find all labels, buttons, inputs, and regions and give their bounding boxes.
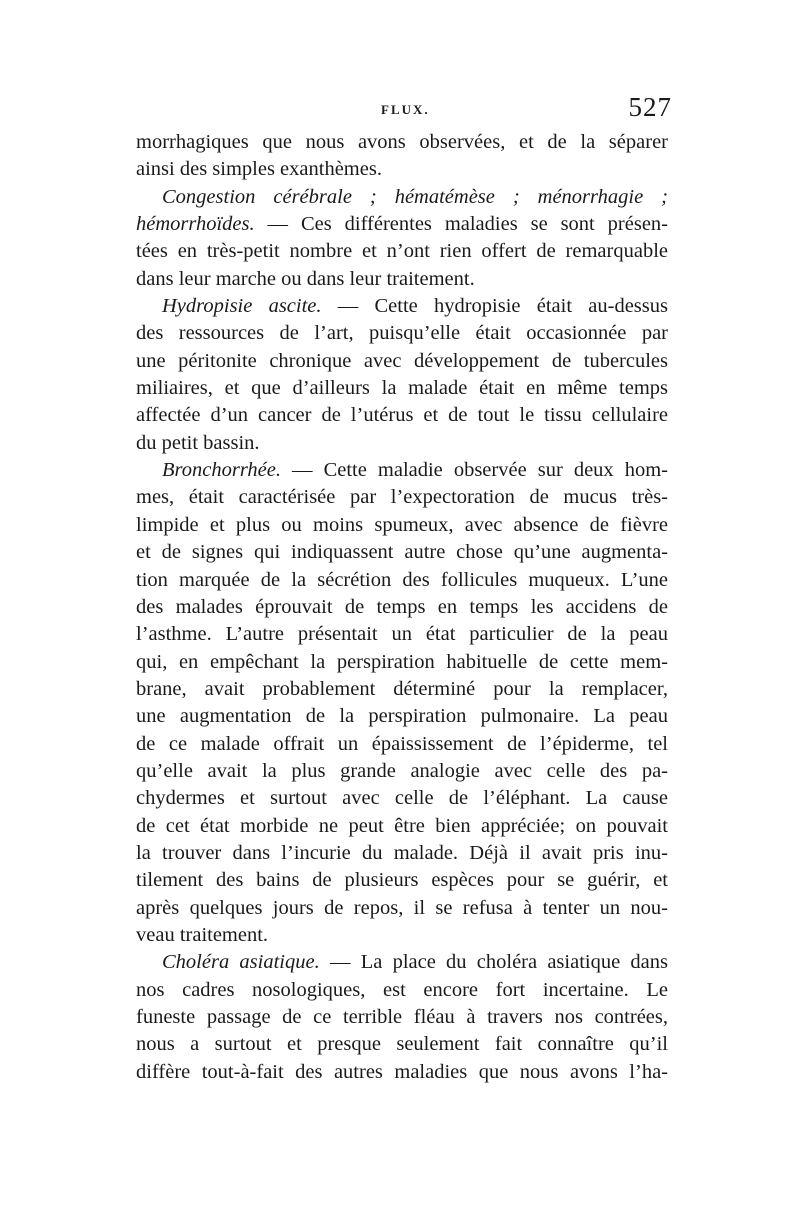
line-text: diffère tout-à-fait des autres maladies que nous avons l’ha- [136, 1060, 668, 1083]
paragraph [136, 129, 668, 184]
text-line [136, 211, 668, 238]
page-number: 527 [628, 92, 672, 122]
text-line [136, 895, 668, 922]
text-line [136, 949, 668, 976]
line-text: — La place du choléra asiatique dans [319, 951, 669, 974]
text-line [136, 430, 668, 457]
line-text: tées en très-petit nombre et n’ont rien offert de remarquable [136, 240, 668, 263]
line-text: l’asthme. L’autre présentait un état particulier de la peau [136, 623, 668, 646]
text-line [136, 539, 668, 566]
line-text: qui, en empêchant la perspiration habituelle de cette mem- [136, 650, 668, 673]
section-heading: Choléra asiatique. [162, 951, 320, 974]
line-text: après quelques jours de repos, il se refusa à tenter un nou- [136, 896, 668, 919]
text-line [136, 594, 668, 621]
body-text [136, 129, 668, 1086]
line-text: qu’elle avait la plus grande analogie avec celle des pa- [136, 759, 668, 782]
text-line [136, 676, 668, 703]
text-line [136, 922, 668, 949]
line-text: — Cette maladie observée sur deux hom- [281, 459, 668, 482]
text-line [136, 1031, 668, 1058]
text-line [136, 348, 668, 375]
line-text: morrhagiques que nous avons observées, et de la séparer [136, 131, 668, 153]
text-line [136, 785, 668, 812]
text-line [136, 758, 668, 785]
section-heading: Congestion cérébrale ; hématémèse ; ménorrhagie ; [162, 185, 668, 208]
line-text: tilement des bains de plusieurs espèces pour se guérir, et [136, 869, 668, 892]
text-line [136, 184, 668, 211]
text-line [136, 703, 668, 730]
text-line [136, 1004, 668, 1031]
paragraph [136, 949, 668, 1086]
line-text: nous a surtout et presque seulement fait connaître qu’il [136, 1033, 668, 1056]
line-text: la trouver dans l’incurie du malade. Déjà il avait pris inu- [136, 841, 668, 864]
text-line [136, 567, 668, 594]
text-line [136, 621, 668, 648]
text-line [136, 867, 668, 894]
line-text: une augmentation de la perspiration pulmonaire. La peau [136, 705, 668, 728]
line-text: — Cette hydropisie était au-dessus [321, 295, 668, 318]
line-text: mes, était caractérisée par l’expectoration de mucus très- [136, 486, 668, 509]
line-text: et de signes qui indiquassent autre chose qu’une augmenta- [136, 541, 668, 564]
section-heading: hémorrhoïdes. [136, 213, 255, 236]
line-text: nos cadres nosologiques, est encore fort incertaine. Le [136, 978, 668, 1001]
text-line [136, 375, 668, 402]
line-text: miliaires, et que d’ailleurs la malade était en même temps [136, 377, 668, 400]
line-text: de cet état morbide ne peut être bien appréciée; on pouvait [136, 814, 668, 837]
section-heading: Hydropisie ascite. [162, 295, 322, 318]
text-line [136, 484, 668, 511]
text-line [136, 731, 668, 758]
line-text: des ressources de l’art, puisqu’elle était occasionnée par [136, 322, 668, 345]
text-line [136, 266, 668, 293]
text-line [136, 293, 668, 320]
text-line [136, 129, 668, 156]
text-line [136, 457, 668, 484]
page-header [136, 92, 672, 132]
line-text: une péritonite chronique avec développement de tubercules [136, 349, 668, 372]
text-line [136, 402, 668, 429]
text-line [136, 512, 668, 539]
section-heading: Bronchorrhée. [162, 459, 281, 482]
line-text: du petit bassin. [136, 431, 260, 454]
text-line [136, 1059, 668, 1086]
line-text: chydermes et surtout avec celle de l’éléphant. La cause [136, 787, 668, 810]
text-line [136, 813, 668, 840]
line-text: tion marquée de la sécrétion des follicules muqueux. L’une [136, 568, 668, 591]
text-line [136, 320, 668, 347]
line-text: funeste passage de ce terrible fléau à travers nos contrées, [136, 1006, 668, 1028]
text-line [136, 840, 668, 867]
text-line [136, 977, 668, 1004]
line-text: de ce malade offrait un épaississement de l’épiderme, tel [136, 732, 668, 755]
line-text: dans leur marche ou dans leur traitement. [136, 267, 475, 290]
line-text: brane, avait probablement déterminé pour la remplacer, [136, 677, 668, 700]
text-line [136, 238, 668, 265]
line-text: des malades éprouvait de temps en temps les accidens de [136, 595, 668, 618]
text-line [136, 156, 668, 183]
line-text: ainsi des simples exanthèmes. [136, 158, 382, 181]
line-text: limpide et plus ou moins spumeux, avec absence de fièvre [136, 513, 668, 536]
paragraph [136, 184, 668, 293]
text-line [136, 649, 668, 676]
running-title: FLUX. [381, 102, 430, 117]
paragraph [136, 293, 668, 457]
line-text: affectée d’un cancer de l’utérus et de tout le tissu cellulaire [136, 404, 668, 427]
paragraph [136, 457, 668, 949]
line-text: veau traitement. [136, 923, 269, 946]
line-text: — Ces différentes maladies se sont présen- [254, 213, 668, 236]
